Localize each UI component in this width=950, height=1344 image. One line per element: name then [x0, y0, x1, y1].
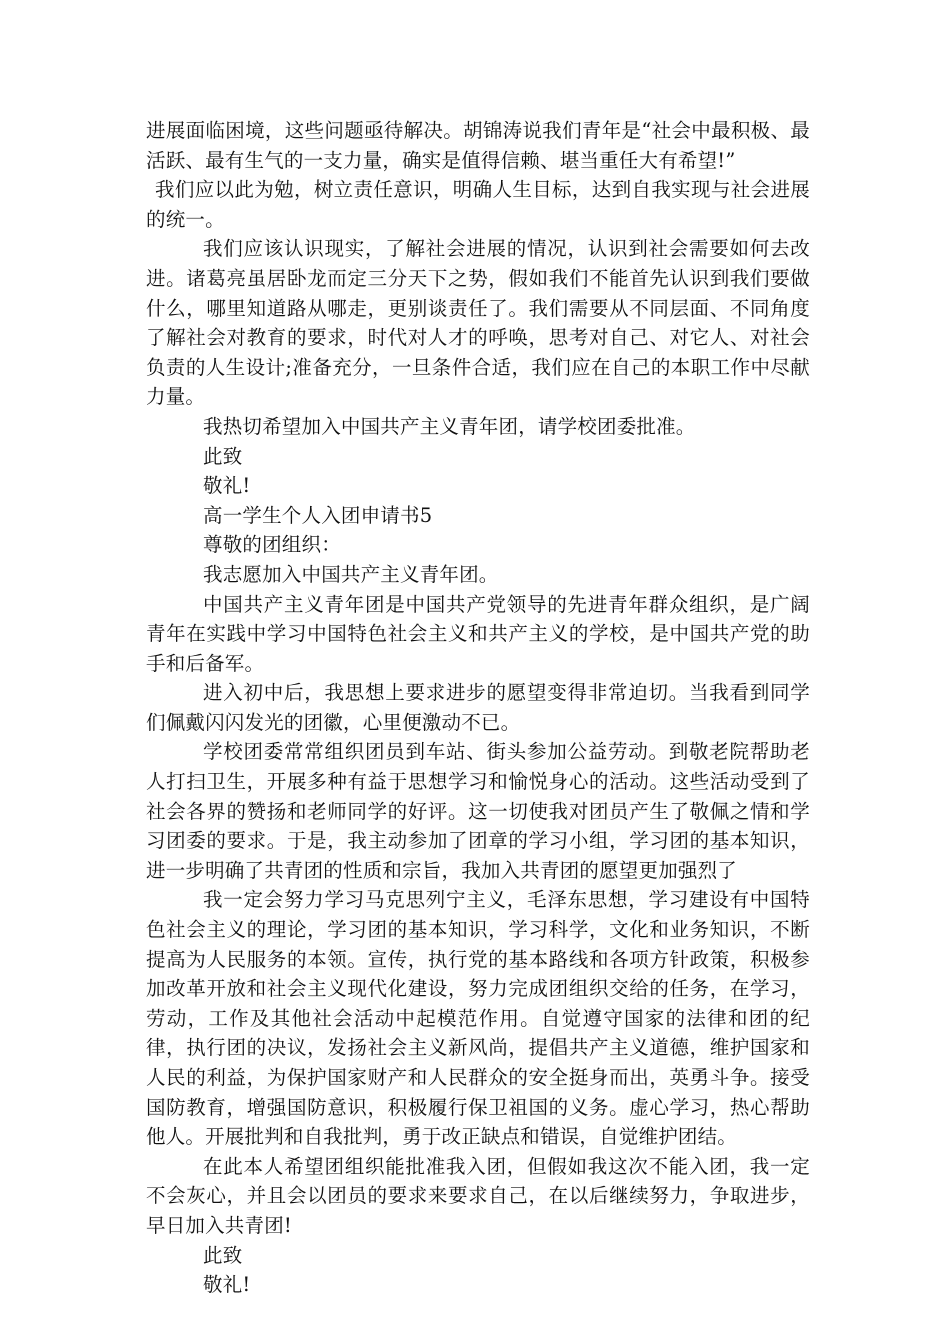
section-heading: 高一学生个人入团申请书5: [203, 503, 433, 527]
paragraph-junior-high: 进入初中后，我思想上要求进步的愿望变得非常迫切。当我看到同学们佩戴闪闪发光的团徽，心里便激动不已。: [146, 681, 810, 734]
paragraph-league-definition: 中国共产主义青年团是中国共产党领导的先进青年群众组织，是广阔青年在实践中学习中国特色社会主义和共产主义的学校，是中国共产党的助手和后备军。: [146, 592, 810, 675]
document-body: [146, 116, 810, 1300]
salutation: 尊敬的团组织：: [203, 533, 341, 557]
paragraph-activities: 学校团委常常组织团员到车站、街头参加公益劳动。到敬老院帮助老人打扫卫生，开展多种有益于思想学习和愉悦身心的活动。这些活动受到了社会各界的赞扬和老师同学的好评。这一切使我对团员产生了敬佩之情和学习团委的要求。于是，我主动参加了团章的学习小组，学习团的基本知识，进一步明确了共青团的性质和宗旨，我加入共青团的愿望更加强烈了: [146, 740, 810, 882]
paragraph-continuation: 进展面临困境，这些问题亟待解决。胡锦涛说我们青年是“社会中最积极、最活跃、最有生气的一支力量，确实是值得信赖、堪当重任大有希望!”: [146, 119, 810, 172]
paragraph-hope: 在此本人希望团组织能批准我入团，但假如我这次不能入团，我一定不会灰心，并且会以团员的要求来要求自己，在以后继续努力，争取进步，早日加入共青团!: [146, 1154, 810, 1237]
closing-jingli-2: 敬礼!: [203, 1273, 251, 1297]
closing-cizhi: 此致: [203, 444, 243, 468]
closing-cizhi-2: 此致: [203, 1243, 243, 1267]
paragraph-self-realization: 我们应以此为勉，树立责任意识，明确人生目标，达到自我实现与社会进展的统一。: [146, 178, 810, 231]
paragraph-volunteer: 我志愿加入中国共产主义青年团。: [203, 562, 499, 586]
paragraph-request-approval: 我热切希望加入中国共产主义青年团，请学校团委批准。: [203, 414, 696, 438]
paragraph-understand-reality: 我们应该认识现实，了解社会进展的情况，认识到社会需要如何去改进。诸葛亮虽居卧龙而定三分天下之势，假如我们不能首先认识到我们要做什么，哪里知道路从哪走，更别谈责任了。我们需要从不同层面、不同角度了解社会对教育的要求，时代对人才的呼唤，思考对自己、对它人、对社会负责的人生设计;准备充分，一旦条件合适，我们应在自己的本职工作中尽献力量。: [146, 237, 810, 409]
paragraph-commitment: 我一定会努力学习马克思列宁主义，毛泽东思想，学习建设有中国特色社会主义的理论，学习团的基本知识，学习科学，文化和业务知识，不断提高为人民服务的本领。宣传，执行党的基本路线和各项方针政策，积极参加改革开放和社会主义现代化建设，努力完成团组织交给的任务，在学习，劳动，工作及其他社会活动中起模范作用。自觉遵守国家的法律和团的纪律，执行团的决议，发扬社会主义新风尚，提倡共产主义道德，维护国家和人民的利益，为保护国家财产和人民群众的安全挺身而出，英勇斗争。接受国防教育，增强国防意识，积极履行保卫祖国的义务。虚心学习，热心帮助他人。开展批判和自我批判，勇于改正缺点和错误，自觉维护团结。: [146, 888, 810, 1149]
closing-jingli: 敬礼!: [203, 474, 251, 498]
